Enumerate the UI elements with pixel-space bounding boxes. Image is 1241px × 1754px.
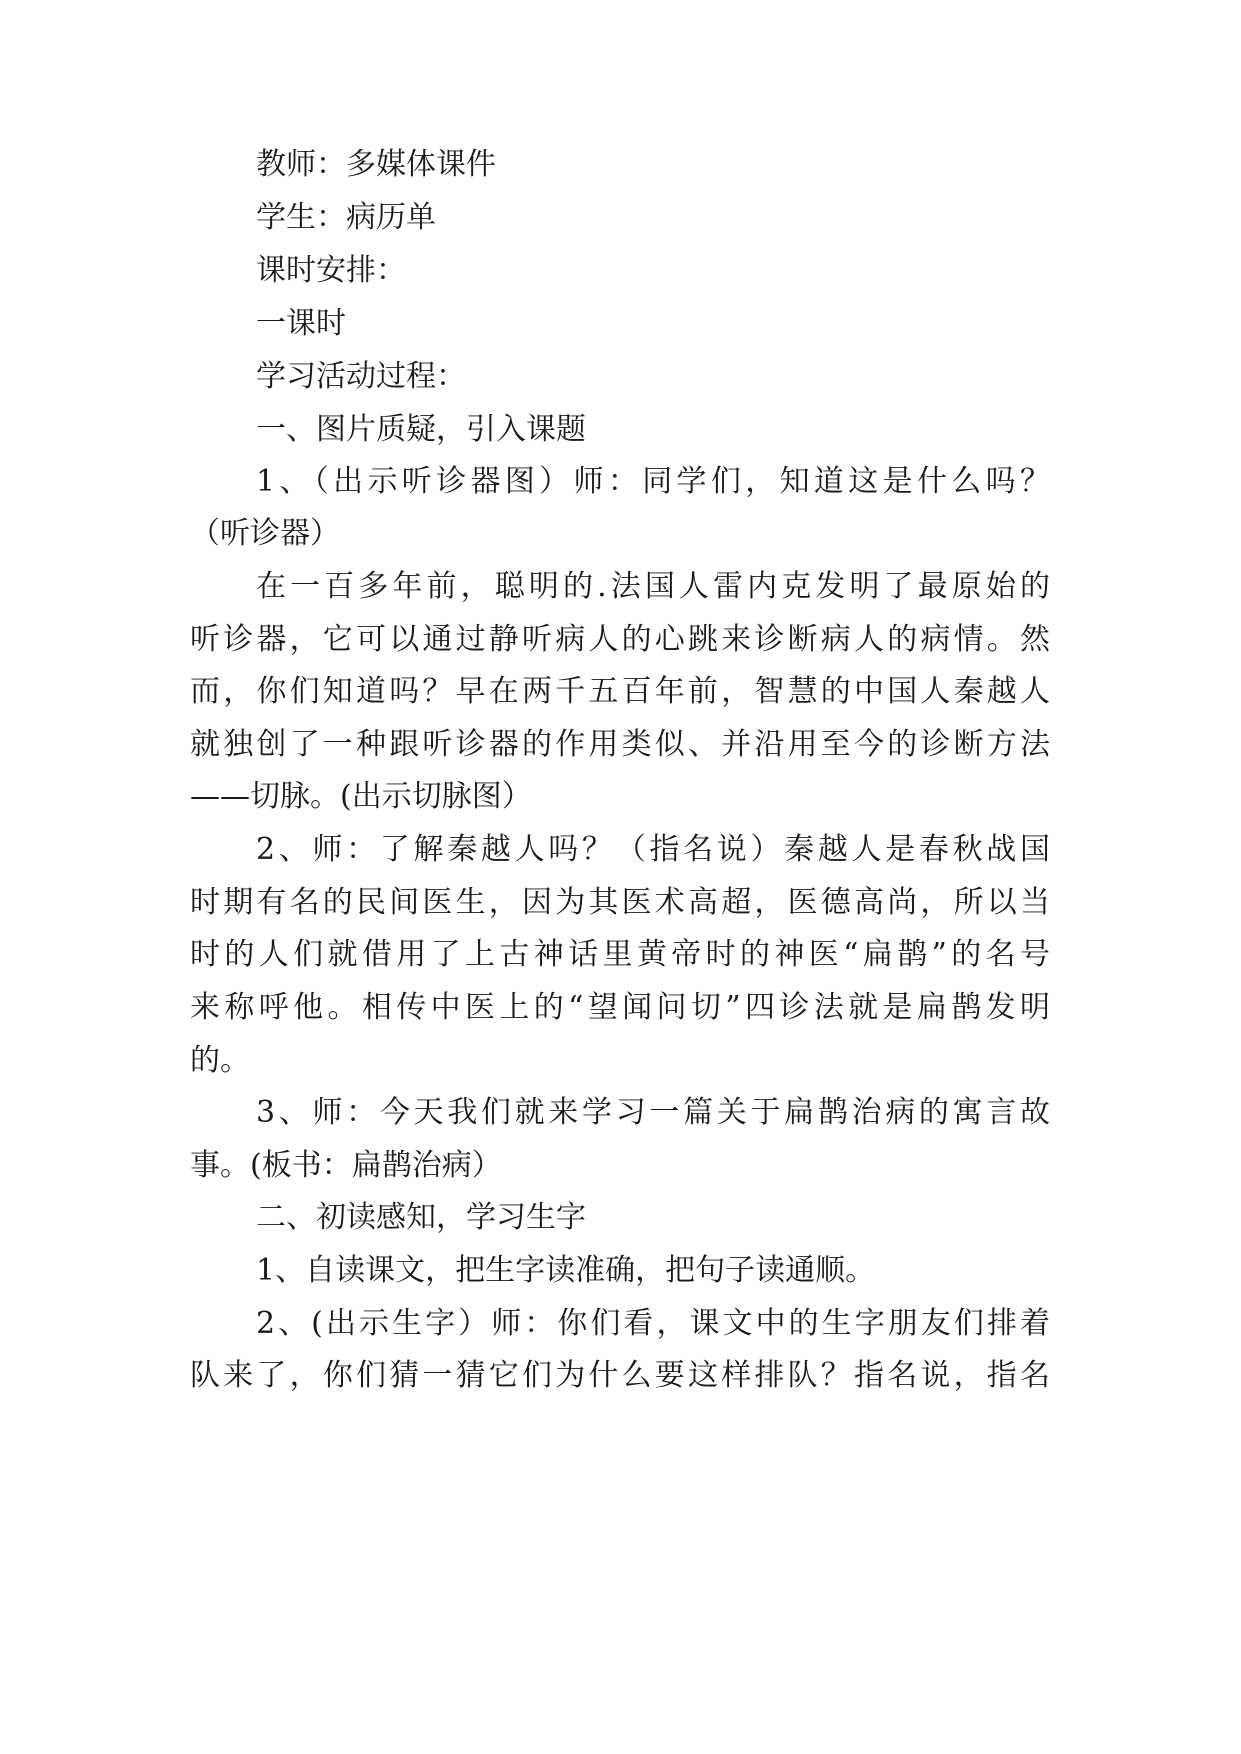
schedule-heading: 课时安排： bbox=[256, 253, 406, 288]
paragraph-line: （听诊器） bbox=[190, 516, 340, 551]
student-materials: 学生：病历单 bbox=[256, 200, 436, 235]
paragraph-line: 来称呼他。相传中医上的“望闻问切”四诊法就是扁鹊发明 bbox=[190, 990, 1050, 1025]
section-two-heading: 二、初读感知，学习生字 bbox=[256, 1200, 586, 1235]
schedule-value: 一课时 bbox=[256, 306, 346, 341]
paragraph-line: 2、师：了解秦越人吗？（指名说）秦越人是春秋战国 bbox=[256, 832, 1050, 867]
paragraph-line: 而，你们知道吗？早在两千五百年前，智慧的中国人秦越人 bbox=[190, 674, 1050, 709]
paragraph-line: 3、师：今天我们就来学习一篇关于扁鹊治病的寓言故 bbox=[256, 1095, 1050, 1130]
paragraph-line: 队来了，你们猜一猜它们为什么要这样排队？指名说，指名 bbox=[190, 1358, 1050, 1393]
paragraph-line: ——切脉。(出示切脉图） bbox=[190, 779, 532, 814]
paragraph-line: 时的人们就借用了上古神话里黄帝时的神医“扁鹊”的名号 bbox=[190, 937, 1050, 972]
process-heading: 学习活动过程： bbox=[256, 359, 466, 394]
paragraph-line: 1、（出示听诊器图）师：同学们，知道这是什么吗？ bbox=[256, 464, 1050, 499]
paragraph-line: 事。(板书：扁鹊治病） bbox=[190, 1148, 502, 1183]
paragraph-line: 听诊器，它可以通过静听病人的心跳来诊断病人的病情。然 bbox=[190, 622, 1050, 657]
paragraph-line: 2、(出示生字）师：你们看，课文中的生字朋友们排着 bbox=[256, 1306, 1050, 1341]
teacher-materials: 教师：多媒体课件 bbox=[256, 147, 496, 182]
paragraph-line: 时期有名的民间医生，因为其医术高超，医德高尚，所以当 bbox=[190, 885, 1050, 920]
paragraph-line: 1、自读课文，把生字读准确，把句子读通顺。 bbox=[256, 1253, 876, 1288]
section-one-heading: 一、图片质疑，引入课题 bbox=[256, 412, 586, 447]
paragraph-line: 在一百多年前，聪明的.法国人雷内克发明了最原始的 bbox=[256, 569, 1050, 604]
paragraph-line: 就独创了一种跟听诊器的作用类似、并沿用至今的诊断方法 bbox=[190, 727, 1050, 762]
paragraph-line: 的。 bbox=[190, 1043, 250, 1078]
